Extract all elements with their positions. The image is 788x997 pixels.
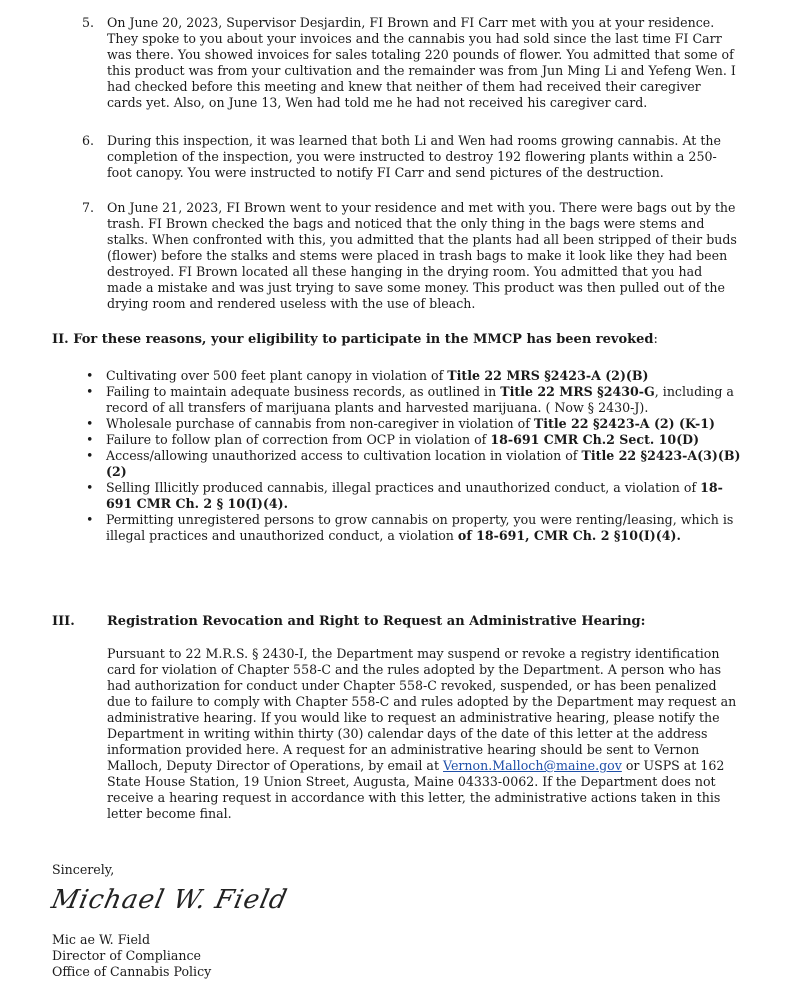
bullet-text: Failing to maintain adequate business records, as outlined in [106,384,501,399]
signer-title: Director of Compliance [52,948,201,963]
item-number: 5. [82,15,95,30]
list-item [82,432,742,448]
item-text: During this inspection, it was learned that both Li and Wen had rooms growing cannabis. At the completion of the inspection, you were instructed to destroy 192 flowering plants within a 250-foot canopy. You were instructed to notify FI Carr and send pictures of the destruction. [107,133,722,180]
section-2-heading-text: II. For these reasons, your eligibility to participate in the MMCP has been revoked [52,332,654,347]
email-link[interactable]: Vernon.Malloch@maine.gov [443,758,622,773]
bullet-text: Permitting unregistered persons to grow cannabis on property, you were renting/leasing, which is illegal practices and unauthorized conduct, a violation [106,512,734,543]
bullet-citation: 18-691 CMR Ch. 2 § 10(I)(4). [106,480,723,511]
bullet-icon: • [86,416,94,431]
signer-office: Office of Cannabis Policy [52,964,212,979]
section-3-body-end: or USPS at 162 State House Station, 19 Union Street, Augusta, Maine 04333-0062. If the Department does not receive a hearing request in accordance with this letter, the administrative actions taken in this letter become final. [107,758,725,821]
item-text: On June 21, 2023, FI Brown went to your residence and met with you. There were bags out by the trash. FI Brown checked the bags and noticed that the only thing in the bags were stems and stalks. When confronted with this, you admitted that the plants had all been stripped of their buds (flower) before the stalks and stems were placed in trash bags to make it look like they had been destroyed. FI Brown located all these hanging in the drying room. You admitted that you had made a mistake and was just trying to save some money. This product was then pulled out of the drying room and rendered useless with the use of bleach. [107,200,737,311]
bullet-icon: • [86,368,94,383]
section-2-heading [52,332,658,347]
bullet-icon: • [86,384,94,399]
list-item [82,384,742,416]
bullet-citation: of 18-691, CMR Ch. 2 §10(I)(4). [457,528,681,543]
signer-name: Mic ae W. Field [52,932,151,947]
list-item [82,512,742,544]
section-3-title: Registration Revocation and Right to Request an Administrative Hearing: [107,614,646,629]
bullet-citation: Title 22 MRS §2423-A (2)(B) [447,368,649,383]
bullet-citation: Title 22 MRS §2430-G [500,384,655,399]
bullet-text: Failure to follow plan of correction from OCP in violation of [106,432,491,447]
bullet-citation: 18-691 CMR Ch.2 Sect. 10(D) [490,432,700,447]
list-item [82,448,742,480]
bullet-icon: • [86,432,94,447]
item-number: 7. [82,200,95,215]
section-3-body-start: Pursuant to 22 M.R.S. § 2430-I, the Department may suspend or revoke a registry identification card for violation of Chapter 558-C and the rules adopted by the Department. A person who has had authorization for conduct under Chapter 558-C revoked, suspended, or has been penalized due to failure to comply with Chapter 558-C and rules adopted by the Department may request an administrative hearing. If you would like to request an administrative hearing, please notify the Department in writing within thirty (30) calendar days of the date of this letter at the address information provided here. A request for an administrative hearing should be sent to Vernon Malloch, Deputy Director of Operations, by email at [107,646,737,773]
bullet-icon: • [86,448,94,463]
bullet-citation: Title 22 §2423-A (2) (K-1) [533,416,715,431]
bullet-after: , including a record of all transfers of marijuana plants and harvested marijuana. ( Now § 2430-J). [106,384,734,415]
list-item [82,480,742,512]
bullet-text: Access/allowing unauthorized access to cultivation location in violation of [106,448,582,463]
bullet-text: Wholesale purchase of cannabis from non-caregiver in violation of [106,416,534,431]
bullet-text: Cultivating over 500 feet plant canopy in violation of [106,368,448,383]
section-3-body [107,646,737,822]
section-2-heading-colon: : [653,332,658,347]
list-item [82,416,742,432]
bullet-icon: • [86,512,94,527]
section-3-number: III. [52,614,75,629]
bullet-citation: Title 22 §2423-A(3)(B)(2) [106,448,741,479]
list-item [82,368,742,384]
bullet-icon: • [86,480,94,495]
signature: Michael W. Field [48,885,291,915]
item-text: On June 20, 2023, Supervisor Desjardin, FI Brown and FI Carr met with you at your residence. They spoke to you about your invoices and the cannabis you had sold since the last time FI Carr was there. You showed invoices for sales totaling 220 pounds of flower. You admitted that some of this product was from your cultivation and the remainder was from Jun Ming Li and Yefeng Wen. I had checked before this meeting and knew that neither of them had received their caregiver cards yet. Also, on June 13, Wen had told me he had not received his caregiver card. [107,15,736,110]
salutation: Sincerely, [52,862,115,877]
item-number: 6. [82,133,95,148]
bullet-text: Selling Illicitly produced cannabis, illegal practices and unauthorized conduct, a violation of [106,480,701,495]
violations-list [82,368,742,544]
